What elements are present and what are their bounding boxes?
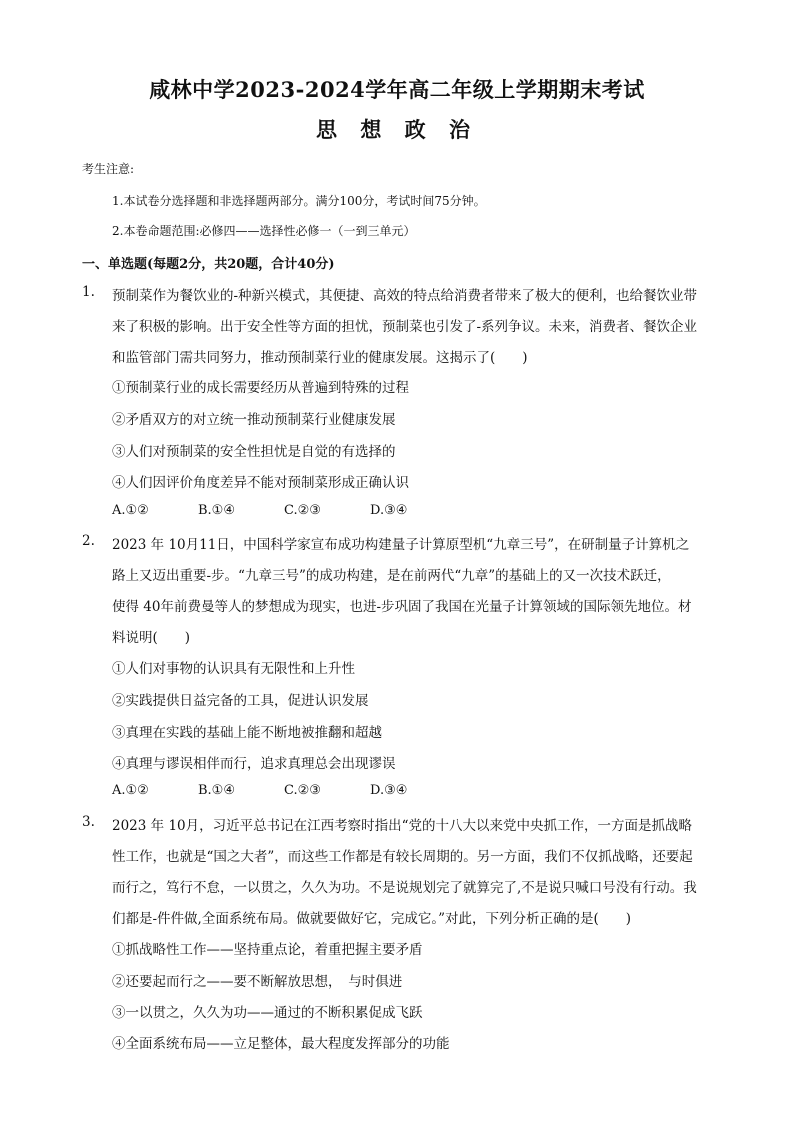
statement-option: ③人们对预制菜的安全性担忧是自觉的有选择的 bbox=[112, 444, 396, 460]
statement-option: ②还要起而行之——要不断解放思想， 与时俱进 bbox=[112, 974, 403, 990]
section-heading: 一、单选题(每题2分，共20题，合计40分) bbox=[82, 257, 335, 272]
choice-a: A.①② bbox=[112, 503, 149, 518]
statement-option: ①抓战略性工作——坚持重点论，着重把握主要矛盾 bbox=[112, 942, 423, 958]
statement-option: ①人们对事物的认识具有无限性和上升性 bbox=[112, 661, 355, 677]
question-text-line: 路上又迈出重要-步。“九章三号”的成功构建，是在前两代“九章”的基础上的又一次技术跃迁， bbox=[112, 568, 671, 584]
question-text-line: 和监管部门需共同努力，推动预制菜行业的健康发展。这揭示了( ) bbox=[112, 350, 528, 366]
question-text-line: 们都是-件件做,全面系统布局。做就要做好它，完成它。”对此，下列分析正确的是( ) bbox=[112, 911, 632, 927]
choice-c: C.②③ bbox=[284, 783, 321, 798]
notice-label: 考生注意: bbox=[82, 162, 135, 176]
question-text-line: 而行之，笃行不怠，一以贯之，久久为功。不是说规划完了就算完了,不是说只喊口号没有行动。我 bbox=[112, 880, 697, 896]
statement-option: ③真理在实践的基础上能不断地被推翻和超越 bbox=[112, 725, 382, 741]
question-text-line: 2023 年 10月，习近平总书记在江西考察时指出“党的十八大以来党中央抓工作，一方面是抓战略 bbox=[112, 818, 693, 834]
answer-choices bbox=[112, 783, 456, 798]
statement-option: ①预制菜行业的成长需要经历从普遍到特殊的过程 bbox=[112, 380, 409, 396]
choice-b: B.①④ bbox=[198, 503, 235, 518]
statement-option: ③一以贯之，久久为功——通过的不断积累促成飞跃 bbox=[112, 1005, 423, 1021]
exam-title: 咸林中学2023-2024学年高二年级上学期期末考试 bbox=[149, 77, 645, 102]
statement-option: ④真理与谬误相伴而行，追求真理总会出现谬误 bbox=[112, 756, 396, 772]
choice-d: D.③④ bbox=[370, 503, 408, 518]
question-text-line: 预制菜作为餐饮业的-种新兴模式，其便捷、高效的特点给消费者带来了极大的便利，也给餐饮业带 bbox=[112, 288, 698, 304]
notice-item: 1.本试卷分选择题和非选择题两部分。满分100分，考试时间75分钟。 bbox=[112, 194, 486, 208]
notice-item: 2.本卷命题范围:必修四——选择性必修一（一到三单元） bbox=[112, 224, 416, 238]
subject-title: 思 想 政 治 bbox=[316, 117, 478, 142]
statement-option: ②矛盾双方的对立统一推动预制菜行业健康发展 bbox=[112, 412, 396, 428]
question-text-line: 来了积极的影响。出于安全性等方面的担忧，预制菜也引发了-系列争议。未来，消费者、餐饮企业 bbox=[112, 319, 698, 335]
question-text-line: 使得 40年前费曼等人的梦想成为现实，也进-步巩固了我国在光量子计算领域的国际领先地位。材 bbox=[112, 599, 692, 615]
answer-choices bbox=[112, 503, 456, 518]
question-text-line: 料说明( ) bbox=[112, 630, 191, 646]
statement-option: ②实践提供日益完备的工具，促进认识发展 bbox=[112, 693, 369, 709]
question-number: 3. bbox=[82, 814, 95, 830]
choice-d: D.③④ bbox=[370, 783, 408, 798]
choice-a: A.①② bbox=[112, 783, 149, 798]
choice-c: C.②③ bbox=[284, 503, 321, 518]
question-text-line: 2023 年 10月11日，中国科学家宣布成功构建量子计算原型机“九章三号”，在研制量子计算机之 bbox=[112, 537, 690, 553]
choice-b: B.①④ bbox=[198, 783, 235, 798]
statement-option: ④全面系统布局——立足整体，最大程度发挥部分的功能 bbox=[112, 1036, 450, 1052]
question-number: 2. bbox=[82, 533, 95, 549]
question-text-line: 性工作，也就是“国之大者”，而这些工作都是有较长周期的。另一方面，我们不仅抓战略，还要起 bbox=[112, 849, 693, 865]
statement-option: ④人们因评价角度差异不能对预制菜形成正确认识 bbox=[112, 475, 409, 491]
question-number: 1. bbox=[82, 284, 95, 300]
